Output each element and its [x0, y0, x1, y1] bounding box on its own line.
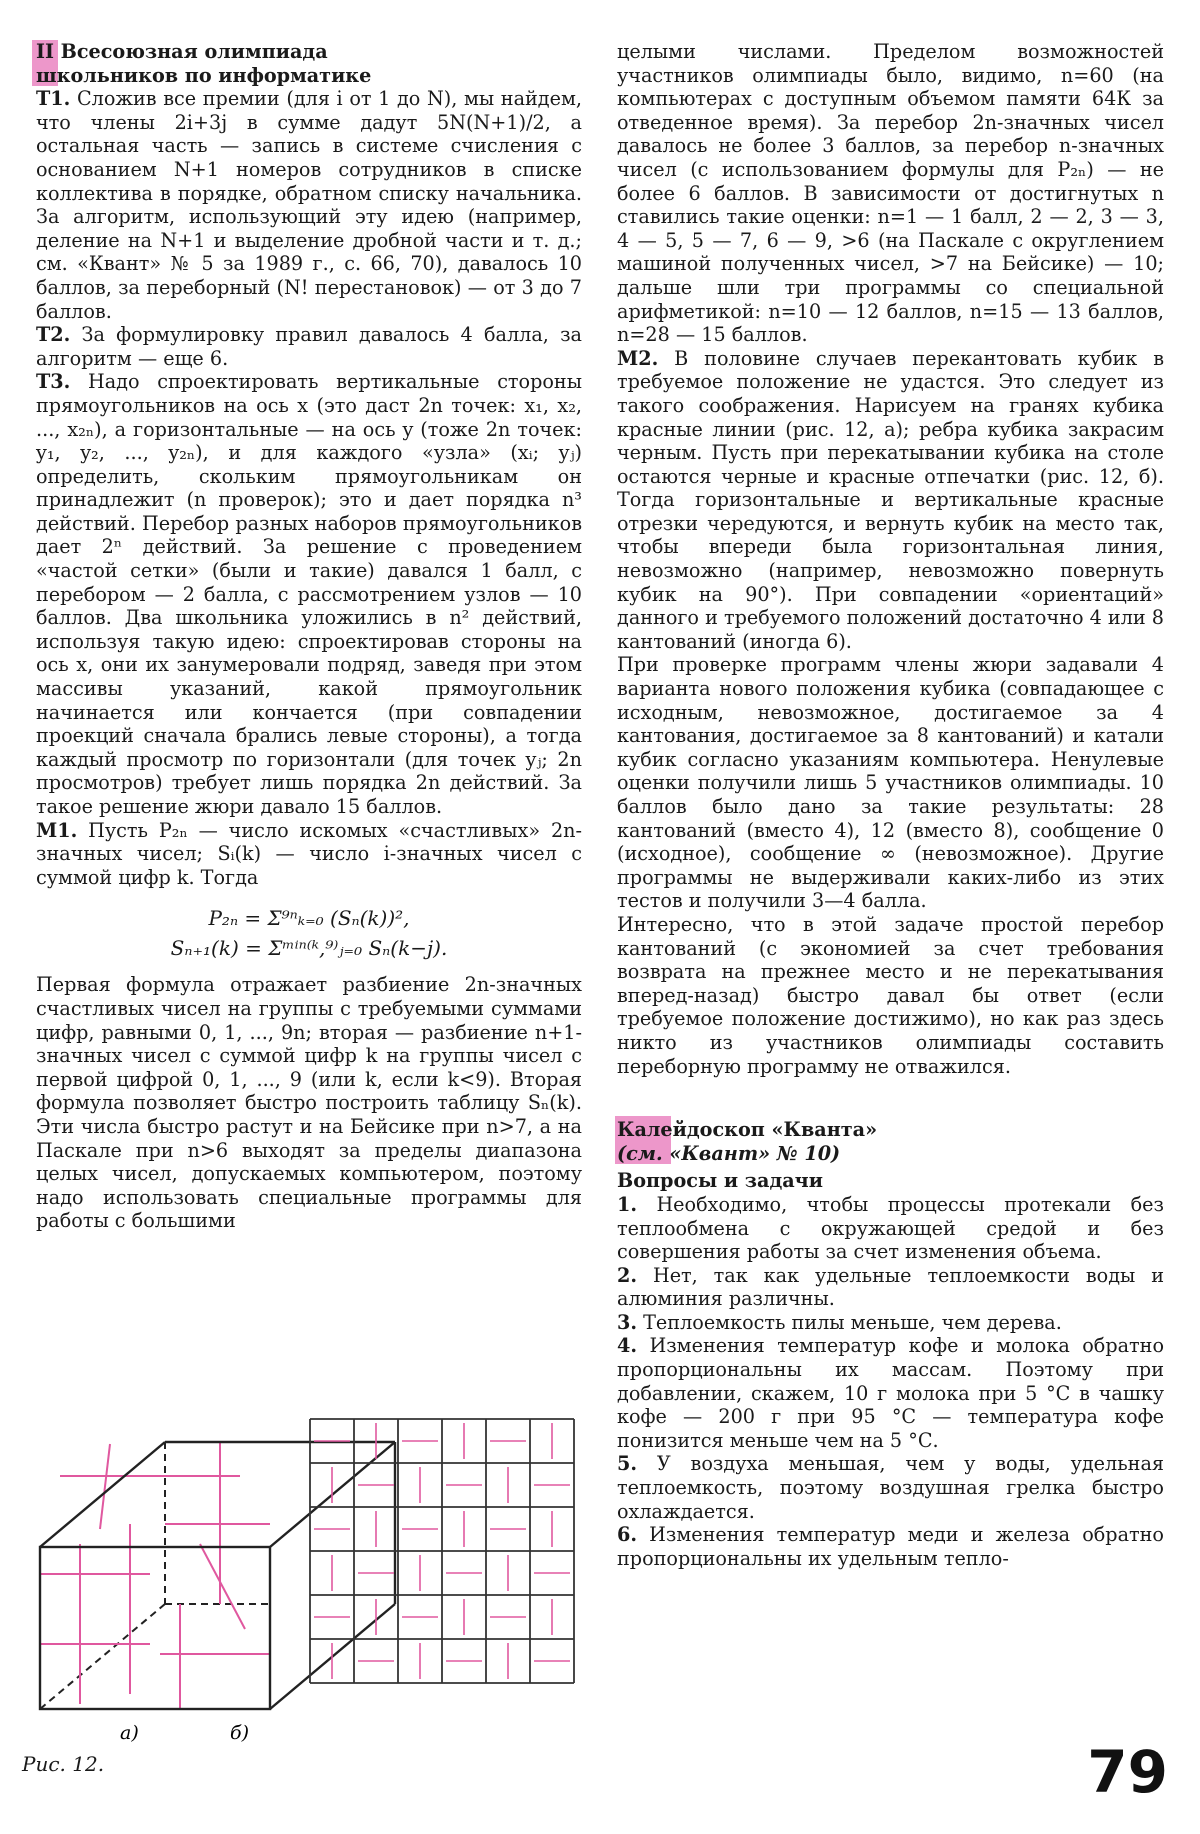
left-column [36, 40, 582, 1233]
page-number: 79 [1087, 1738, 1168, 1806]
para-m1-continued: Первая формула отражает разбиение 2n-значных счастливых чисел на группы с требуемыми суммами цифр, равными 0, 1, ..., 9n; вторая — разбиение n+1-значных чисел с суммой цифр k на группы чисел с первой цифрой 0, 1, ..., 9 (или k, если k<9). Вторая формула позволяет быстро построить таблицу Sₙ(k). Эти числа быстро растут и на Бейсике при n>7, а на Паскале при n>6 выходят за пределы диапазона целых чисел, допускаемых компьютером, поэтому надо использовать специальные программы для работы с большими [36, 973, 582, 1233]
kaleidoscope-ref: (см. «Квант» № 10) [617, 1141, 841, 1165]
answer-5: 5. У воздуха меньшая, чем у воды, удельная теплоемкость, поэтому воздушная грелка быстро охлаждается. [617, 1452, 1164, 1523]
formula-block [36, 903, 582, 963]
kaleidoscope-title: Калейдоскоп «Кванта» [617, 1118, 878, 1142]
figure-12 [20, 1414, 580, 1754]
right-column [617, 40, 1164, 1570]
figure-caption: Рис. 12. [22, 1752, 105, 1776]
heading-kaleidoscope [617, 1118, 1164, 1165]
heading-line2: школьников по информатике [36, 63, 372, 87]
fig-label-a: а) [120, 1722, 139, 1744]
heading-line1: II Всесоюзная олимпиада [36, 40, 328, 63]
answer-4: 4. Изменения температур кофе и молока обратно пропорциональны их массам. Поэтому при добавлении, скажем, 10 г молока при 5 °С в чашку кофе — 200 г при 95 °С — температура кофе понизится меньше чем на 5 °С. [617, 1334, 1164, 1452]
para-interesting: Интересно, что в этой задаче простой перебор кантований (с экономией за счет требования возврата на прежнее место и не перекатывания вперед-назад) быстро давал бы ответ (если требуемое положение достижимо), но как раз здесь никто из участников олимпиады составить переборную программу не отважился. [617, 912, 1164, 1078]
answer-3: 3. Теплоемкость пилы меньше, чем дерева. [617, 1310, 1062, 1334]
cube-drawing [40, 1442, 395, 1709]
para-jury: При проверке программ члены жюри задавали 4 варианта нового положения кубика (совпадающее с исходным, невозможное, достигаемое за 4 кантования, достигаемое за 8 кантований) и катали кубик согласно указаниям компьютера. Ненулевые оценки получили лишь 5 участников олимпиады. 10 баллов было дано за такие результаты: 28 кантований (вместо 4), 12 (вместо 8), сообщение 0 (исходное), сообщение ∞ (невозможное). Другие программы не выдерживали каких-либо из этих тестов и получили 3—4 балла. [617, 653, 1164, 913]
heading-questions: Вопросы и задачи [617, 1169, 823, 1193]
heading-olympiad [36, 40, 582, 87]
para-m2: М2. В половине случаев перекантовать кубик в требуемое положение не удастся. Это следует из такого соображения. Нарисуем на гранях кубика красные линии (рис. 12, а); ребра кубика закрасим черным. Пусть при перекатывании кубика на столе остаются черные и красные отпечатки (рис. 12, б). Тогда горизонтальные и вертикальные красные отрезки чередуются, и вернуть кубик на место так, чтобы впереди была горизонтальная линия, невозможно (например, невозможно повернуть кубик на 90°). При совпадении «ориентаций» данного и требуемого положений достаточно 4 или 8 кантований (иногда 6). [617, 346, 1164, 653]
formula-2: Sₙ₊₁(k) = Σᵐⁱⁿ⁽ᵏ,⁹⁾ⱼ₌₀ Sₙ(k−j). [170, 936, 448, 961]
cube-red-lines [40, 1442, 270, 1709]
formula-1: P₂ₙ = Σ⁹ⁿₖ₌₀ (Sₙ(k))², [208, 906, 410, 931]
para-t2: Т2. За формулировку правил давалось 4 балла, за алгоритм — еще 6. [36, 323, 582, 370]
para-t3: Т3. Надо спроектировать вертикальные стороны прямоугольников на ось x (это даст 2n точек: x₁, x₂, ..., x₂ₙ), а горизонтальные — на ось y (тоже 2n точек: y₁, y₂, ..., y₂ₙ), и для каждого «узла» (xᵢ; yⱼ) определить, скольким прямоугольникам он принадлежит (n проверок); это и дает порядка n³ действий. Перебор разных наборов прямоугольников дает 2ⁿ действий. За решение с проведением «частой сетки» (были и такие) давался 1 балл, с перебором — 2 балла, с рассмотрением узлов — 10 баллов. Два школьника уложились в n² действий, используя такую идею: спроектировав стороны на ось x, они их занумеровали подряд, заведя при этом массивы указаний, какой прямоугольник начинается или кончается (при совпадении проекций сначала брались левые стороны), а тогда каждый просмотр по горизонтали (для точек yⱼ; 2n просмотров) требует лишь порядка 2n действий. За такое решение жюри давало 15 баллов. [36, 370, 582, 818]
para-continued: целыми числами. Пределом возможностей участников олимпиады было, видимо, n=60 (на компьютерах с доступным объемом памяти 64К за отведенное время). За перебор 2n-значных чисел давалось не более 3 баллов, за перебор n-значных чисел (с использованием формулы для P₂ₙ) — не более 6 баллов. В зависимости от достигнутых n ставились такие оценки: n=1 — 1 балл, 2 — 2, 3 — 3, 4 — 5, 5 — 7, 6 — 9, >6 (на Паскале с округлением машиной полученных чисел, >7 на Бейсике) — 10; дальше шли три программы со специальной арифметикой: n=10 — 12 баллов, n=15 — 13 баллов, n=28 — 15 баллов. [617, 40, 1164, 347]
para-m1: М1. Пусть P₂ₙ — число искомых «счастливых» 2n-значных чисел; Sᵢ(k) — число i-значных чисел с суммой цифр k. Тогда [36, 818, 582, 889]
answer-1: 1. Необходимо, чтобы процессы протекали без теплообмена с окружающей средой и без совершения работы за счет изменения объема. [617, 1192, 1164, 1264]
answer-2: 2. Нет, так как удельные теплоемкости воды и алюминия различны. [617, 1263, 1164, 1311]
fig-label-b: б) [230, 1722, 250, 1744]
para-t1: Т1. Сложив все премии (для i от 1 до N), мы найдем, что члены 2i+3j в сумме дадут 5N(N+1)/2, а остальная часть — запись в системе счисления с основанием N+1 номеров сотрудников в списке коллектива в порядке, обратном списку начальника. За алгоритм, использующий эту идею (например, деление на N+1 и выделение дробной части и т. д.; см. «Квант» № 5 за 1989 г., с. 66, 70), давалось 10 баллов, за переборный (N! перестановок) — от 3 до 7 баллов. [36, 87, 582, 323]
answer-6: 6. Изменения температур меди и железа обратно пропорциональны их удельным тепло- [617, 1523, 1164, 1570]
